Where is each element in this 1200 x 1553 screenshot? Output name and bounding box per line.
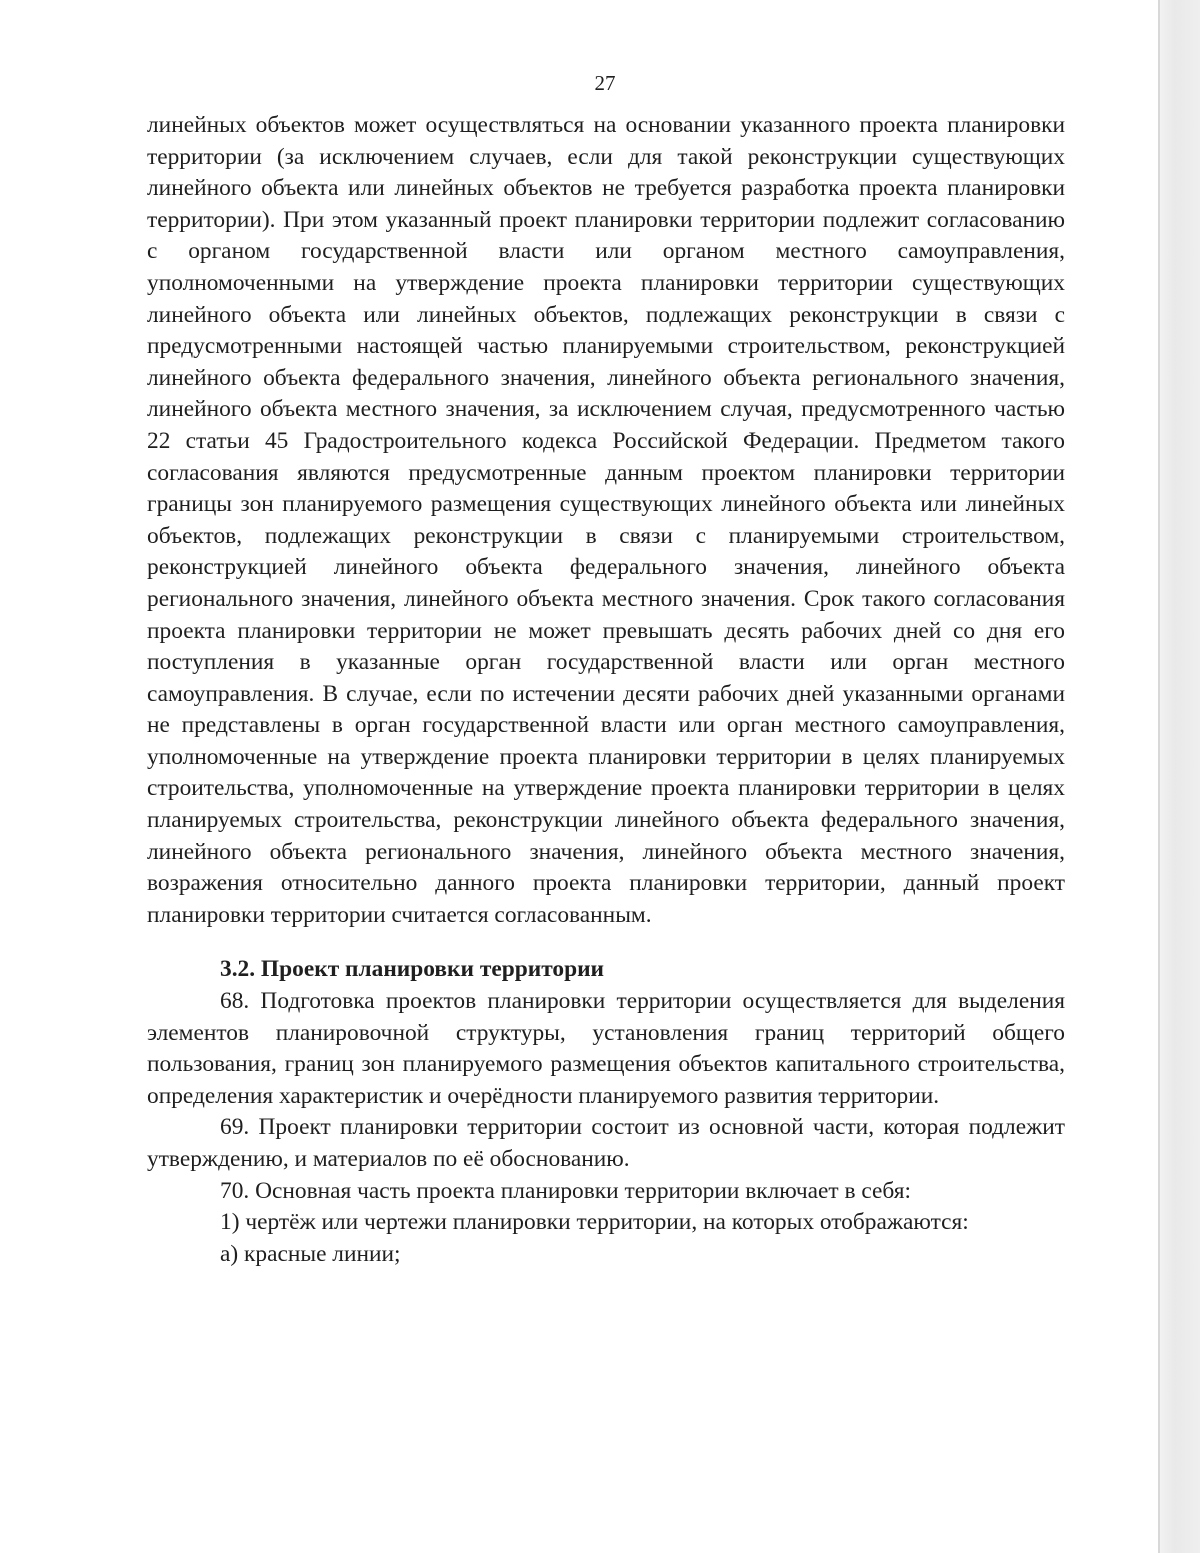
continuation-paragraph: линейных объектов может осуществляться на основании указанного проекта планировки территории (за исключением случаев, если для такой реконструкции существующих линейного объекта или линейных объектов не требуется разработка проекта планировки территории). При этом указанный проект планировки территории подлежит согласованию с органом государственной власти или органом местного самоуправления, уполномоченными на утверждение проекта планировки территории существующих линейного объекта или линейных объектов, подлежащих реконструкции в связи с предусмотренными настоящей частью планируемыми строительством, реконструкцией линейного объекта федерального значения, линейного объекта регионального значения, линейного объекта местного значения, за исключением случая, предусмотренного частью 22 статьи 45 Градостроительного кодекса Российской Федерации. Предметом такого согласования являются предусмотренные данным проектом планировки территории границы зон планируемого размещения существующих линейного объекта или линейных объектов, подлежащих реконструкции в связи с планируемыми строительством, реконструкцией линейного объекта федерального значения, линейного объекта регионального значения, линейного объекта местного значения. Срок такого согласования проекта планировки территории не может превышать десять рабочих дней со дня его поступления в указанные орган государственной власти или орган местного самоуправления. В случае, если по истечении десяти рабочих дней указанными органами не представлены в орган государственной власти или орган местного самоуправления, уполномоченные на утверждение проекта планировки территории в целях планируемых строительства, уполномоченные на утверждение проекта планировки территории в целях планируемых строительства, реконструкции линейного объекта федерального значения, линейного объекта регионального значения, линейного объекта местного значения, возражения относительно данного проекта планировки территории, данный проект планировки территории считается согласованным. — [147, 112, 1065, 928]
list-item-1: 1) чертёж или чертежи планировки территории, на которых отображаются: — [220, 1209, 969, 1236]
document-body — [147, 110, 1065, 1270]
page-number: 27 — [594, 71, 616, 95]
paragraph-68: 68. Подготовка проектов планировки территории осуществляется для выделения элементов планировочной структуры, установления границ территорий общего пользования, границ зон планируемого размещения объектов капитального строительства, определения характеристик и очерёдности планируемого развития территории. — [147, 988, 1065, 1109]
scan-edge-shadow — [1158, 0, 1200, 1553]
paragraph-70: 70. Основная часть проекта планировки территории включает в себя: — [220, 1177, 912, 1204]
section-heading: 3.2. Проект планировки территории — [220, 956, 605, 983]
paragraph-69: 69. Проект планировки территории состоит из основной части, которая подлежит утверждению, и материалов по её обоснованию. — [147, 1114, 1065, 1172]
list-item-a: а) красные линии; — [220, 1240, 401, 1267]
